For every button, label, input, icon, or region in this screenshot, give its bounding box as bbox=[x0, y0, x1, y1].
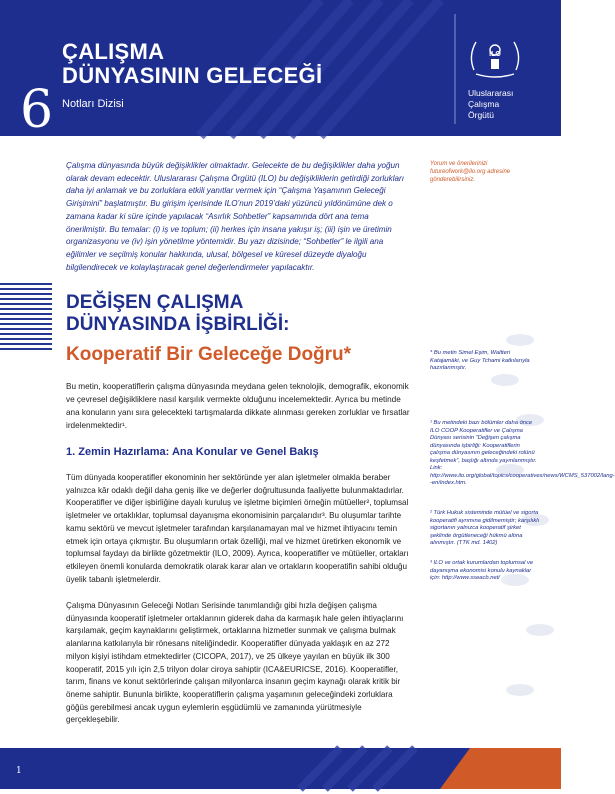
intro-paragraph: Çalışma dünyasında büyük değişiklikler olmaktadır. Gelecekte de bu değişiklikler daha yoğun olarak devam edecektir. Uluslararası Çalışma Örgütü (ILO) bu değişikliklerin getirdiği zorlukları daha iyi anlamak ve bu zorluklara etkili yanıtlar vermek için “Çalışma Yaşamının Geleceği Girişimini” başlatmıştır. Bu girişim içerisinde ILO’nun 2019’daki yüzüncü yıldönümüne dek o zamana kadar ki süre içinde yapılacak “Asırlık Sohbetler” kapsamında dört ana tema önerilmiştir. Bu temalar: (i) iş ve toplum; (ii) herkes için insana yakışır iş; (iii) işin ve üretimin organizasyonu ve (iv) işin yönetilme yöntemidir. Bu yazı dizisinde; “Sohbetler” le ilgili ana eğilimler ve seçilmiş konular hakkında, ulusal, bölgesel ve küresel düzeyde diyaloğu bilgilendirecek ve kolaylaştıracak genel değerlendirmeler yapılacaktır. bbox=[66, 161, 404, 272]
ilo-logo-icon bbox=[466, 30, 524, 82]
footnote-2: ² Türk Hukuk sisteminde mütüel ve sigorta kooperatifi ayrımına gidilmemiştir; karşılıklı sigortanın yalnızca kooperatif şirket şeklinde örgütleneceği hükmü altına alınmıştır. (TTK md. 1402) bbox=[430, 510, 540, 546]
org-line1: Uluslararası bbox=[468, 88, 514, 98]
article-heading bbox=[66, 292, 289, 336]
org-line2: Çalışma bbox=[468, 99, 500, 109]
header-banner bbox=[0, 0, 561, 140]
footnote-3: ³ ILO ve ortak kurumlardan toplumsal ve dayanışma ekonomisi konulu kaynaklar için: http://www.sseacb.net/ bbox=[430, 560, 534, 581]
logo-text: ILO bbox=[489, 51, 501, 58]
footnote-author: * Bu metin Simel Eşim, Waltteri Katajamäki, ve Guy Tchami katkılarıyla hazırlanmıştır. bbox=[430, 350, 530, 371]
series-number: 6 bbox=[20, 80, 54, 140]
abstract-paragraph: Bu metin, kooperatiflerin çalışma dünyasında meydana gelen teknolojik, demografik, ekonomik ve çevresel değişikliklere nasıl karşılık vermekte olduğunu incelemektedir. Ayrıca bu metinde ana konuların yanı sıra gelecekteki tartışmalarda dikkate alınması gereken zorluklar ve fırsatlar irdelenmektedir¹. bbox=[66, 382, 410, 430]
series-title bbox=[62, 40, 322, 88]
body-paragraph-2: Çalışma Dünyasının Geleceği Notları Serisinde tanımlandığı gibi hızla değişen çalışma dünyasında kooperatif işletmeler ortaklarının giderek daha da karmaşık hale gelen ihtiyaçlarını karşılamak, geçim kaynaklarını geliştirmek, ortaklarına hizmetler sunmak ve çalışma bulmak alanlarına katkılarıyla bir rönesans niteliğindedir. Kooperatifler dünyada yaklaşık en az 272 milyon kişiyi istihdam etmektedirler (CICOPA, 2017), ve 25 ülkeye yayılan en büyük ilk 300 kooperatif, 2015 yılı için 2,5 trilyon dolar ciroya sahiptir (ICA&EURICSE, 2016). Kooperatifler, tarım, finans ve konut sektörlerinde çalışan milyonlarca insanın geçim kaynağı olarak kritik bir öneme sahiptir. Bununla birlikte, kooperatiflerin çalışma yaşamının geleceğindeki zorluklara göğüs gerebilmesi ancak uygun eylemlerin eşgüdümlü ve zamanında yürütmesiyle gerçekleşebilir. bbox=[66, 601, 404, 725]
footer-banner bbox=[0, 748, 561, 789]
series-subtitle: Notları Dizisi bbox=[62, 98, 124, 110]
page-number: 1 bbox=[16, 766, 22, 776]
article-heading-line1: DEĞİŞEN ÇALIŞMA bbox=[66, 292, 244, 313]
footnote-1: ¹ Bu metindeki bazı bölümler daha önce ILO COOP Kooperatifler ve Çalışma Dünyası serisinin “Değişen çalışma dünyasında işbirliği: Kooperatiflerin çalışma dünyasının geleceğindeki rolünü keşfetmek”, başlığı altında yayınlanmıştır. Link: http://www.ilo.org/global/topics/cooperatives/news/WCMS_537002/lang--en/index.htm. bbox=[430, 420, 615, 486]
body-paragraph-1: Tüm dünyada kooperatifler ekonominin her sektöründe yer alan işletmeler olmakla beraber yalnızca kâr odaklı değil daha geniş ilke ve değerler doğrultusunda faaliyette bulunmaktadırlar. Kooperatifler ve diğer işbirliğine dayalı kuruluş ve işletme biçimleri örneğin mütüeller², toplumsal işletmeler ve ortaklıklar, toplumsal dayanışma ekonomisinin parçalarıdır³. Bu oluşumlar tarihte kamu sektörü ve mevcut işletmeler tarafından karşılanamayan mal ve hizmet ihtiyacını temin etmek için ortaya çıkmıştır. Bu oluşumların ortak özelliği, mal ve hizmet üretirken ekonomik ve toplumsal faydayı da birlikte gözetmektir (ILO, 2009). Ayrıca, kooperatifler ve mütüeller, ortakları etkileyen önemli konularda demokratik olarak karar alan ve ortakların kooperatifin sahibi olduğu üyelik tabanlı işletmelerdir. bbox=[66, 473, 409, 584]
org-line3: Örgütü bbox=[468, 110, 494, 120]
article-subheading: Kooperatif Bir Geleceğe Doğru* bbox=[66, 344, 352, 365]
heading-rule-lines bbox=[0, 283, 52, 353]
section-heading: 1. Zemin Hazırlama: Ana Konular ve Genel Bakış bbox=[66, 446, 319, 458]
footer-stripes-decoration bbox=[0, 748, 561, 789]
organization-name bbox=[468, 88, 513, 121]
article-heading-line2: DÜNYASINDA İŞBİRLİĞİ: bbox=[66, 314, 290, 335]
contact-side-note: Yorum ve önerilerinizi futureofwork@ilo.org adresine gönderebilirsiniz. bbox=[430, 161, 511, 183]
series-title-line1: ÇALIŞMA bbox=[62, 39, 165, 64]
series-title-line2: DÜNYASININ GELECEĞİ bbox=[62, 63, 323, 88]
